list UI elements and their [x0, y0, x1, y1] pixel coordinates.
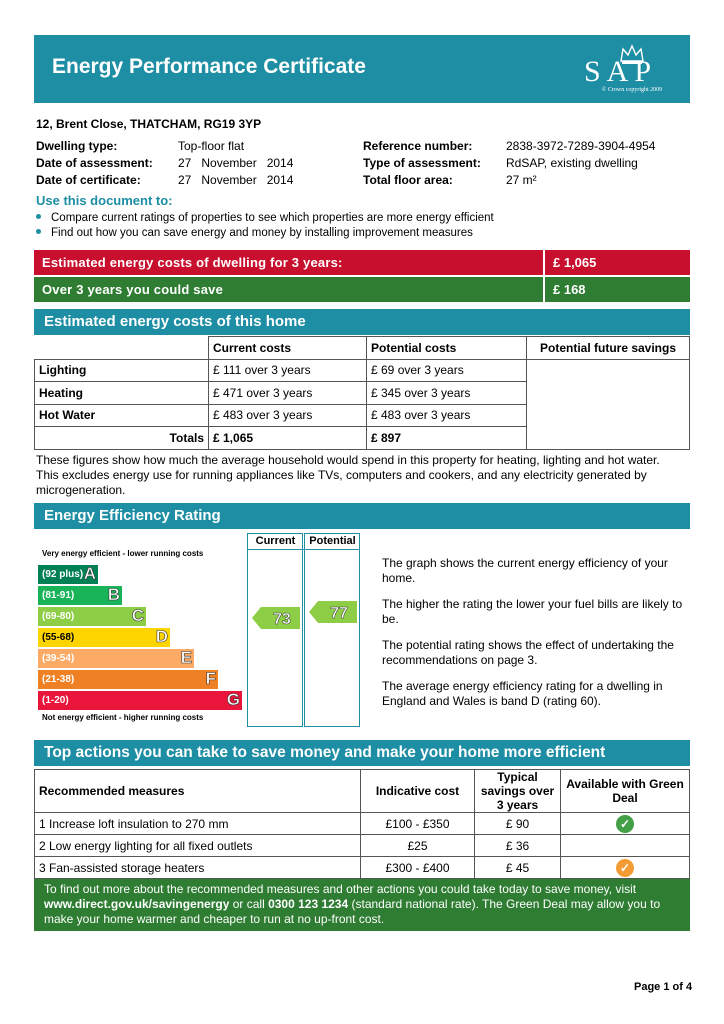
band-letter: E — [180, 648, 192, 667]
band-g — [38, 691, 242, 710]
reference-number-value: 2838-3972-7289-3904-4954 — [506, 139, 656, 153]
potential-cost: £ 345 over 3 years — [367, 382, 527, 405]
band-range: (81-91) — [42, 590, 75, 601]
row-label: Heating — [35, 382, 209, 405]
band-e — [38, 649, 194, 668]
total-current: £ 1,065 — [209, 427, 367, 450]
floor-area-value: 27 m² — [506, 173, 537, 187]
typical-saving: £ 90 — [475, 813, 561, 835]
column-header: Potential future savings — [527, 337, 690, 360]
floor-area-label: Total floor area: — [363, 173, 453, 187]
savingenergy-link[interactable]: www.direct.gov.uk/savingenergy — [44, 897, 230, 911]
current-cost: £ 471 over 3 years — [209, 382, 367, 405]
rating-section-heading: Energy Efficiency Rating — [34, 503, 690, 529]
current-column — [247, 533, 303, 727]
table-row — [35, 857, 690, 879]
indicative-cost: £100 - £350 — [361, 813, 475, 835]
bullet-icon — [36, 214, 41, 219]
bullet-icon — [36, 229, 41, 234]
rating-paragraph: The average energy efficiency rating for a dwelling in England and Wales is band D (rating 60). — [382, 679, 663, 708]
typical-saving: £ 36 — [475, 835, 561, 857]
phone-number: 0300 123 1234 — [268, 897, 349, 911]
certificate-date-value: 27 November 2014 — [178, 173, 294, 187]
indicative-cost: £25 — [361, 835, 475, 857]
estimated-costs-value: £ 1,065 — [545, 250, 690, 275]
band-range: (1-20) — [42, 695, 69, 706]
green-deal-cell — [561, 857, 690, 879]
table-row — [35, 835, 690, 857]
band-range: (55-68) — [42, 632, 75, 643]
current-rating-arrow — [252, 607, 300, 629]
page-number: Page 1 of 4 — [634, 981, 693, 993]
band-range: (92 plus) — [42, 569, 84, 580]
rating-paragraph: The graph shows the current energy efficiency of your home. — [382, 556, 668, 585]
very-efficient-label: Very energy efficient - lower running costs — [42, 549, 204, 558]
band-c — [38, 607, 146, 626]
measure-text: 3 Fan-assisted storage heaters — [35, 857, 361, 879]
rating-graph — [34, 533, 364, 727]
savings-bar — [34, 277, 690, 302]
potential-rating-arrow — [309, 601, 357, 623]
band-f — [38, 670, 218, 689]
certificate-date-label: Date of certificate: — [36, 173, 141, 187]
assessment-type-label: Type of assessment: — [363, 156, 481, 170]
estimated-costs-label: Estimated energy costs of dwelling for 3 years: — [34, 250, 543, 275]
bullet-item — [36, 227, 473, 239]
typical-saving: £ 45 — [475, 857, 561, 879]
column-header: Typical savings over 3 years — [475, 770, 561, 813]
band-d — [38, 628, 170, 647]
totals-label: Totals — [35, 427, 209, 450]
total-potential: £ 897 — [367, 427, 527, 450]
measure-text: 1 Increase loft insulation to 270 mm — [35, 813, 361, 835]
potential-cost: £ 483 over 3 years — [367, 404, 527, 427]
potential-cost: £ 69 over 3 years — [367, 359, 527, 382]
row-label: Hot Water — [35, 404, 209, 427]
rating-explanation — [382, 556, 690, 720]
green-check-icon: ✓ — [616, 815, 634, 833]
green-deal-cell — [561, 813, 690, 835]
current-rating-value: 73 — [273, 611, 291, 628]
estimated-costs-bar — [34, 250, 690, 275]
potential-rating-value: 77 — [330, 605, 348, 622]
column-header: Available with Green Deal — [561, 770, 690, 813]
bullet-text: Find out how you can save energy and money by installing improvement measures — [51, 227, 473, 239]
current-cost: £ 483 over 3 years — [209, 404, 367, 427]
column-header: Current costs — [209, 337, 367, 360]
column-header: Indicative cost — [361, 770, 475, 813]
crown-copyright: © Crown copyright 2009 — [601, 87, 663, 93]
property-address: 12, Brent Close, THATCHAM, RG19 3YP — [36, 117, 262, 131]
footer-text: To find out more about the recommended measures and other actions you could take today to save money, visit — [44, 882, 637, 896]
table-corner — [35, 337, 209, 360]
band-range: (39-54) — [42, 653, 75, 664]
column-header: Recommended measures — [35, 770, 361, 813]
potential-column — [304, 533, 360, 727]
sap-logo — [582, 41, 682, 99]
assessment-type-value: RdSAP, existing dwelling — [506, 156, 638, 170]
dwelling-type-label: Dwelling type: — [36, 139, 118, 153]
assessment-date-value: 27 November 2014 — [178, 156, 294, 170]
band-letter: B — [107, 585, 120, 604]
band-range: (21-38) — [42, 674, 75, 685]
actions-table — [34, 769, 690, 879]
future-savings-cell — [527, 359, 690, 449]
rating-paragraph: The higher the rating the lower your fuel bills are likely to be. — [382, 597, 683, 626]
current-column-label: Current — [255, 535, 296, 547]
band-letter: F — [205, 669, 216, 688]
band-a — [38, 565, 98, 584]
costs-table — [34, 336, 690, 450]
use-document-heading: Use this document to: — [36, 193, 173, 208]
orange-check-icon: ✓ — [616, 859, 634, 877]
actions-section-heading: Top actions you can take to save money and make your home more efficient — [34, 740, 690, 766]
indicative-cost: £300 - £400 — [361, 857, 475, 879]
band-b — [38, 586, 122, 605]
certificate-header — [34, 35, 690, 103]
reference-number-label: Reference number: — [363, 139, 473, 153]
not-efficient-label: Not energy efficient - higher running costs — [42, 713, 204, 722]
band-letter: G — [226, 690, 240, 709]
measure-text: 2 Low energy lighting for all fixed outlets — [35, 835, 361, 857]
bullet-item — [36, 212, 494, 224]
savings-label: Over 3 years you could save — [34, 277, 543, 302]
table-row — [35, 359, 690, 382]
current-cost: £ 111 over 3 years — [209, 359, 367, 382]
footer-text: (standard national rate). The Green Deal may allow you to make your home warmer and cheaper to run at no up-front cost. — [44, 897, 661, 926]
costs-note: These figures show how much the average household would spend in this property for heating, lighting and hot water. This excludes energy use for running appliances like TVs, computers and cookers, and any electricity generated by microgeneration. — [36, 453, 660, 497]
footer-text: or call — [229, 897, 269, 911]
costs-section-heading: Estimated energy costs of this home — [34, 309, 690, 335]
potential-column-label: Potential — [309, 535, 356, 547]
rating-paragraph: The potential rating shows the effect of undertaking the recommendations on page 3. — [382, 638, 674, 667]
column-header: Potential costs — [367, 337, 527, 360]
dwelling-type-value: Top-floor flat — [178, 139, 245, 153]
bullet-text: Compare current ratings of properties to see which properties are more energy efficient — [51, 212, 494, 224]
row-label: Lighting — [35, 359, 209, 382]
savings-value: £ 168 — [545, 277, 690, 302]
table-row — [35, 813, 690, 835]
band-letter: A — [83, 564, 96, 583]
sap-letters: SAP — [584, 55, 658, 88]
assessment-date-label: Date of assessment: — [36, 156, 153, 170]
band-letter: C — [131, 606, 144, 625]
footer-info — [34, 879, 690, 931]
green-deal-cell — [561, 835, 690, 857]
band-range: (69-80) — [42, 611, 75, 622]
band-letter: D — [155, 627, 168, 646]
page-title: Energy Performance Certificate — [52, 55, 366, 78]
